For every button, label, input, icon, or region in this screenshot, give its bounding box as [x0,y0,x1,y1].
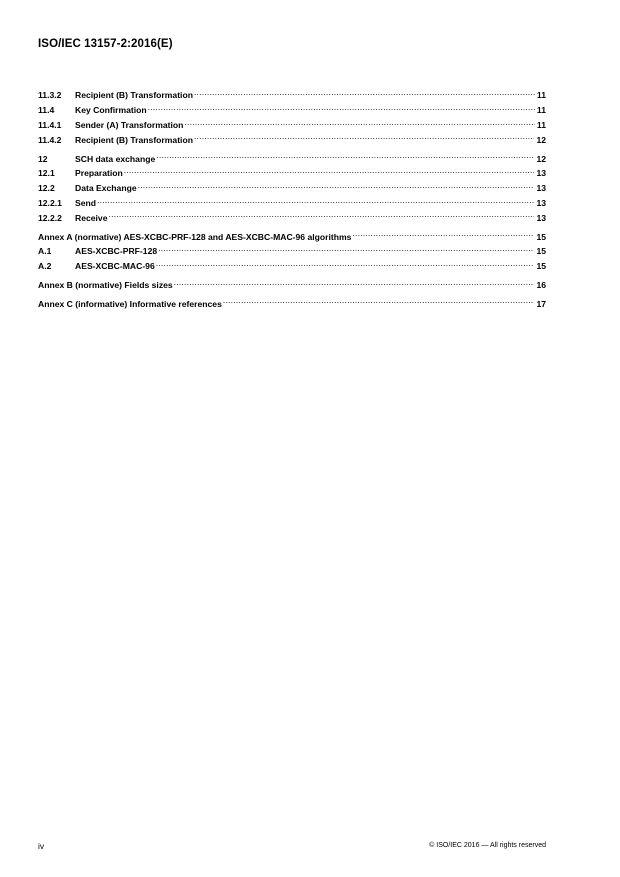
toc-entry-page: 15 [536,261,546,272]
toc-entry-page: 13 [536,183,546,194]
toc-entry-number: A.1 [38,246,52,257]
toc-annex-entry[interactable] [38,295,546,310]
toc-entry[interactable] [38,258,546,273]
toc-entry-page: 12 [536,153,546,164]
toc-group [38,295,546,310]
toc-entry-title: Preparation [75,168,123,179]
toc-group [38,228,546,272]
toc-entry-page: 11 [536,119,546,130]
toc-dot-leader [156,150,534,161]
toc-entry-page: 13 [536,168,546,179]
copyright-notice: © ISO/IEC 2016 — All rights reserved [429,842,546,849]
toc-entry-page: 16 [536,279,546,290]
toc-entry[interactable] [38,209,546,224]
toc-entry-page: 11 [536,90,546,101]
toc-dot-leader [109,209,535,220]
toc-group [38,150,546,224]
toc-dot-leader [174,277,535,288]
toc-entry[interactable] [38,195,546,210]
toc-dot-leader [158,243,534,254]
toc-entry-number: 12.2 [38,183,55,194]
toc-entry-number: 12.2.2 [38,212,62,223]
toc-annex-entry[interactable] [38,277,546,292]
toc-annex-entry[interactable] [38,228,546,243]
toc-dot-leader [148,102,535,113]
document-id-header: ISO/IEC 13157-2:2016(E) [38,38,173,50]
toc-dot-leader [194,87,535,98]
toc-entry-page: 15 [536,246,546,257]
toc-entry-number: A.2 [38,261,52,272]
toc-dot-leader [97,195,534,206]
toc-entry-title: Recipient (B) Transformation [75,134,193,145]
toc-entry-number: 11.3.2 [38,90,62,101]
toc-entry[interactable] [38,131,546,146]
toc-entry-title: AES-XCBC-PRF-128 [75,246,158,257]
toc-entry-page: 15 [536,231,546,242]
toc-dot-leader [124,165,535,176]
toc-entry-title: AES-XCBC-MAC-96 [75,261,155,272]
toc-entry-number: 11.4.2 [38,134,62,145]
toc-entry-page: 17 [536,298,546,309]
toc-entry[interactable] [38,102,546,117]
toc-entry-number: 11.4.1 [38,119,62,130]
toc-entry[interactable] [38,87,546,102]
toc-entry-title: Receive [75,212,108,223]
toc-entry-title: Annex A (normative) AES-XCBC-PRF-128 and AES-XCBC-MAC-96 algorithms [38,231,352,242]
toc-dot-leader [223,295,535,306]
toc-entry-page: 11 [536,105,546,116]
toc-entry-title: Annex B (normative) Fields sizes [38,279,173,290]
toc-dot-leader [194,131,535,142]
toc-entry-number: 11.4 [38,105,55,116]
toc-group [38,277,546,292]
toc-entry-number: 12.2.1 [38,197,62,208]
page-number: iv [38,841,45,851]
toc-entry-page: 12 [536,134,546,145]
toc-dot-leader [184,117,535,128]
toc-entry-title: Annex C (informative) Informative references [38,298,222,309]
toc-entry[interactable] [38,117,546,132]
toc-dot-leader [352,228,534,239]
toc-entry-title: Sender (A) Transformation [75,119,184,130]
toc-entry-page: 13 [536,212,546,223]
toc-dot-leader [138,180,535,191]
table-of-contents [38,87,546,314]
toc-entry[interactable] [38,165,546,180]
toc-entry-number: 12 [38,153,48,164]
toc-entry-number: 12.1 [38,168,55,179]
toc-entry-title: Data Exchange [75,183,137,194]
toc-entry-title: Send [75,197,97,208]
toc-entry-title: SCH data exchange [75,153,156,164]
toc-dot-leader [156,258,535,269]
toc-group [38,87,546,146]
toc-entry-page: 13 [536,197,546,208]
toc-entry[interactable] [38,243,546,258]
toc-entry-title: Key Confirmation [75,105,147,116]
toc-entry[interactable] [38,150,546,165]
toc-entry-title: Recipient (B) Transformation [75,90,193,101]
toc-entry[interactable] [38,180,546,195]
